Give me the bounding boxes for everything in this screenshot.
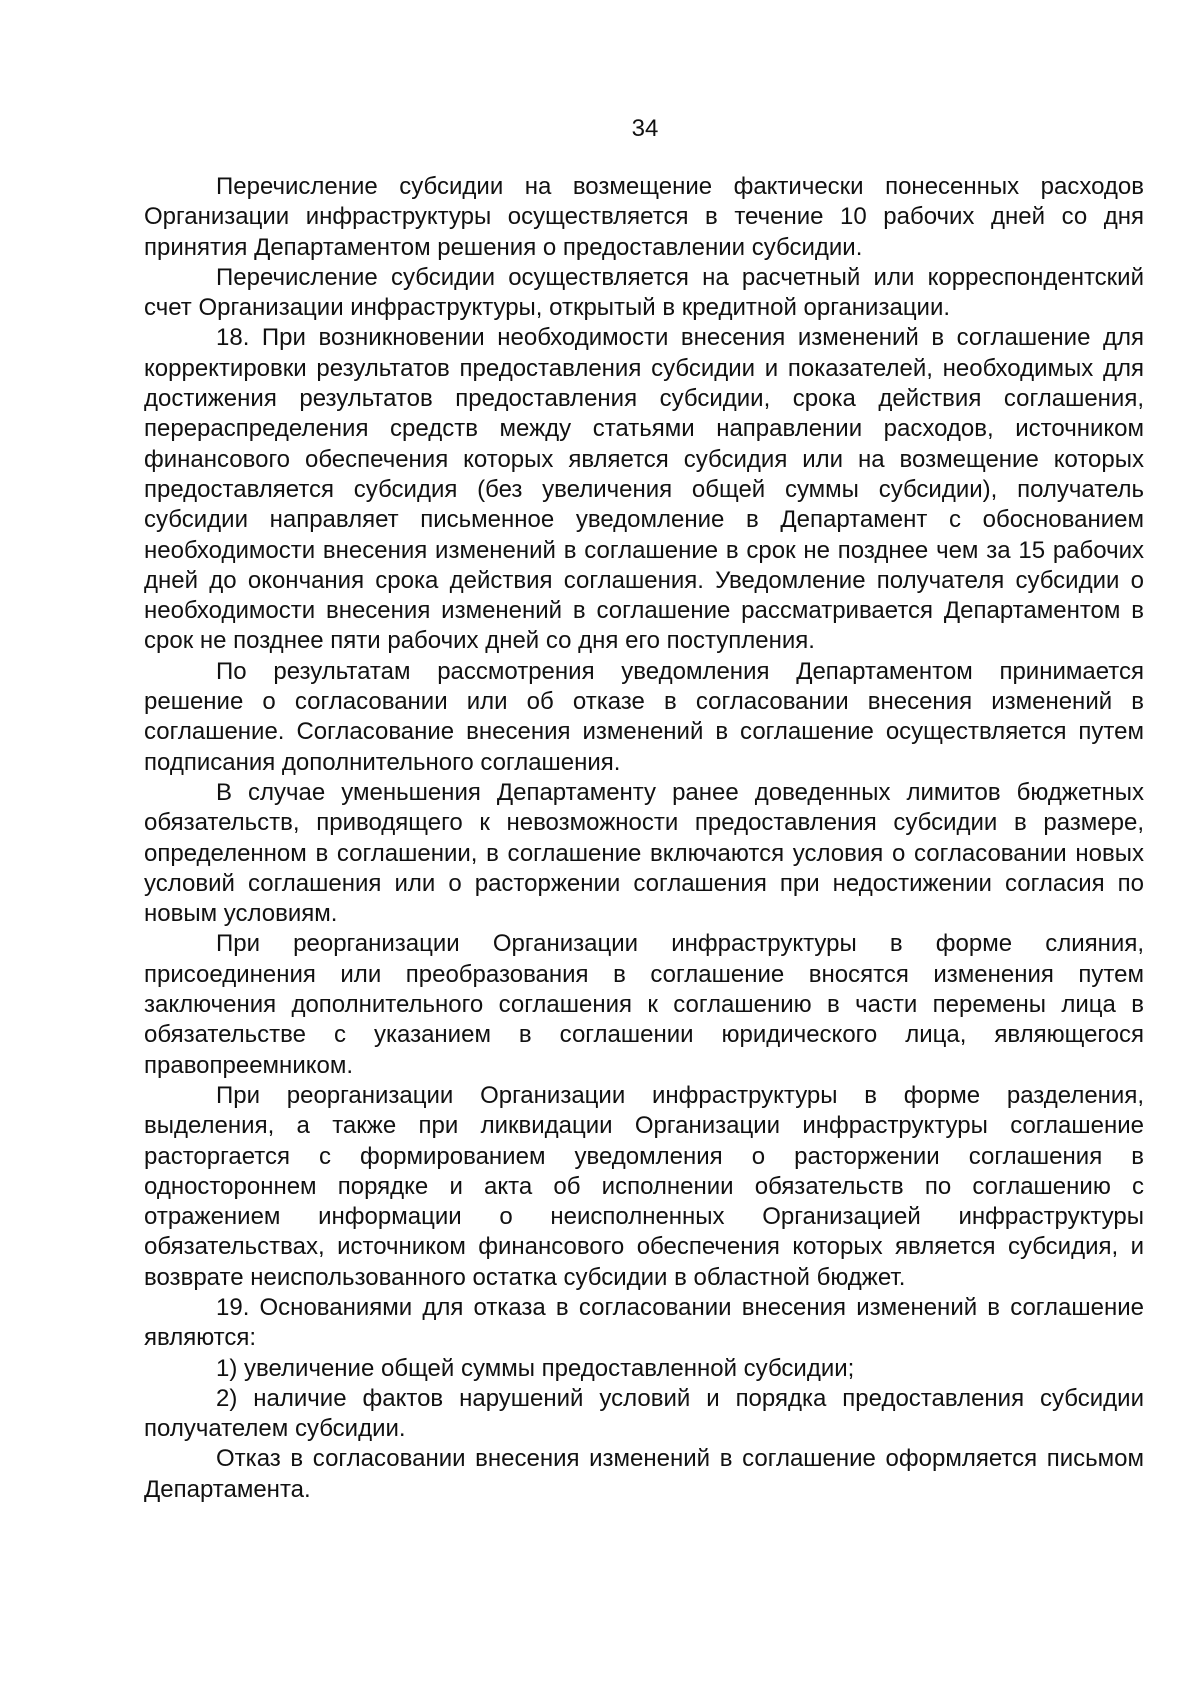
paragraph-refusal-letter: Отказ в согласовании внесения изменений в соглашение оформляется письмом Департамента.	[144, 1445, 1144, 1503]
page-number: 34	[631, 115, 659, 142]
paragraph-subsidy-transfer-term: Перечисление субсидии на возмещение фактически понесенных расходов Организации инфраструктуры осуществляется в течение 10 рабочих дней со дня принятия Департаментом решения о предоставлении субсидии.	[144, 173, 1144, 261]
paragraph-item-18: 18. При возникновении необходимости внесения изменений в соглашение для корректировки результатов предоставления субсидии и показателей, необходимых для достижения результатов предоставления субсидии, срока действия соглашения, перераспределения средств между статьями направлении расходов, источником финансового обеспечения которых является субсидия или на возмещение которых предоставляется субсидия (без увеличения общей суммы субсидии), получатель субсидии направляет письменное уведомление в Департамент с обоснованием необходимости внесения изменений в соглашение в срок не позднее чем за 15 рабочих дней до окончания срока действия соглашения. Уведомление получателя субсидии о необходимости внесения изменений в соглашение рассматривается Департаментом в срок не позднее пяти рабочих дней со дня его поступления.	[144, 324, 1144, 655]
paragraph-notification-review: По результатам рассмотрения уведомления Департаментом принимается решение о согласовании или об отказе в согласовании внесения изменений в соглашение. Согласование внесения изменений в соглашение осуществляется путем подписания дополнительного соглашения.	[144, 657, 1144, 776]
document-body	[144, 172, 1144, 1505]
list-item-2: 2) наличие фактов нарушений условий и порядка предоставления субсидии получателем субсидии.	[144, 1384, 1144, 1443]
paragraph-reorganization-division: При реорганизации Организации инфраструктуры в форме разделения, выделения, а также при ликвидации Организации инфраструктуры соглашение расторгается с формированием уведомления о расторжении соглашения в одностороннем порядке и акта об исполнении обязательств по соглашению с отражением информации о неисполненных Организацией инфраструктуры обязательствах, источником финансового обеспечения которых является субсидия, и возврате неиспользованного остатка субсидии в областной бюджет.	[144, 1081, 1144, 1291]
paragraph-limits-reduction: В случае уменьшения Департаменту ранее доведенных лимитов бюджетных обязательств, приводящего к невозможности предоставления субсидии в размере, определенном в соглашении, в соглашение включаются условия о согласовании новых условий соглашения или о расторжении соглашения при недостижении согласия по новым условиям.	[144, 778, 1144, 928]
paragraph-reorganization-merger: При реорганизации Организации инфраструктуры в форме слияния, присоединения или преобразования в соглашение вносятся изменения путем заключения дополнительного соглашения к соглашению в части перемены лица в обязательстве с указанием в соглашении юридического лица, являющегося правопреемником.	[144, 930, 1144, 1079]
paragraph-item-19: 19. Основаниями для отказа в согласовании внесения изменений в соглашение являются:	[144, 1293, 1144, 1352]
paragraph-subsidy-account: Перечисление субсидии осуществляется на расчетный или корреспондентский счет Организации инфраструктуры, открытый в кредитной организации.	[144, 263, 1144, 322]
list-item-1: 1) увеличение общей суммы предоставленной субсидии;	[216, 1354, 855, 1382]
